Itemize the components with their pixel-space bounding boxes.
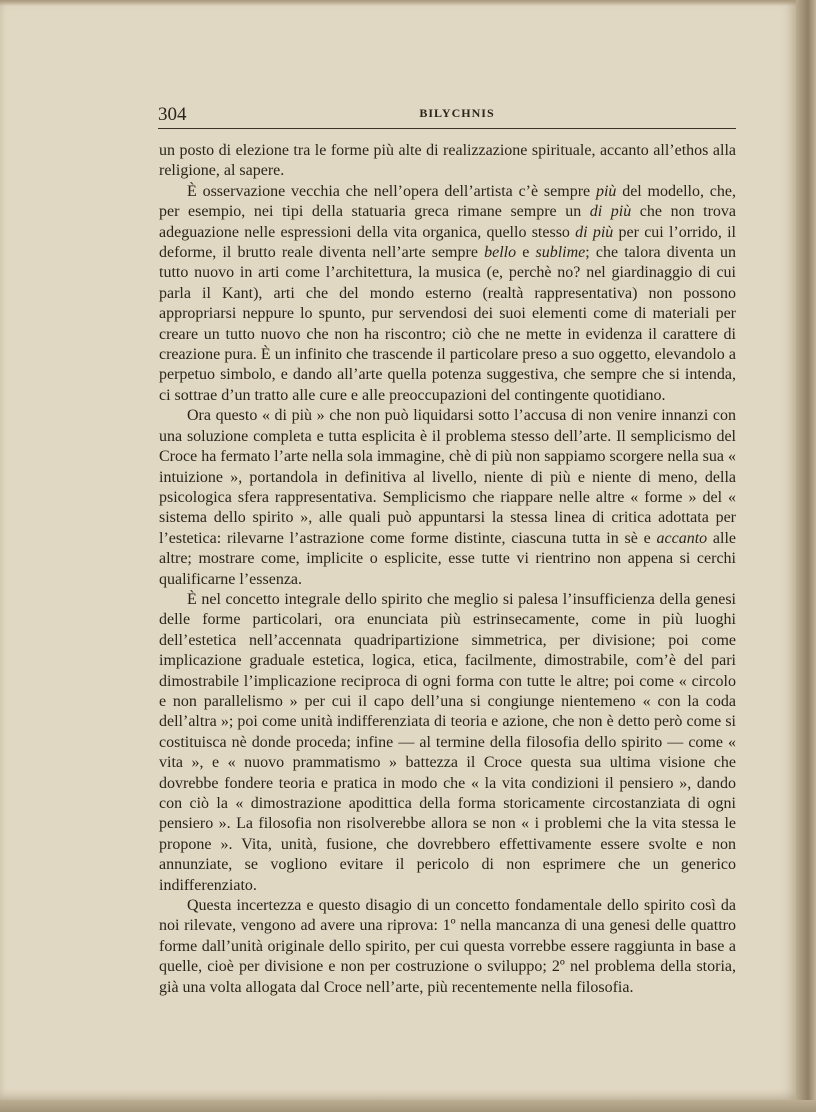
text-segment: Ora questo « di più » che non può liquidarsi sotto l’accusa di non venire innanzi con una soluzione completa e tutta esplicita è il problema stesso dell’arte. Il semplicismo del Croce ha fermato l’arte nella sola immagine, chè di più non sappiamo scorgere nella sua « intuizione », portandola in definitiva al livello, niente di più e niente di meno, della psicologica sfera rappresentativa. Semplicismo che riappare nelle altre « forme » del « sistema dello spirito », alle quali può appuntarsi la stessa linea di critica adottata per l’estetica: rilevarne l’astrazione come forme distinte, ciascuna tutta in sè e	[159, 407, 736, 547]
text-segment: alle altre; mostrare come, implicite o esplicite, esse tutte vi rientrino non appena si cerchi qualificarne l’essenza.	[159, 529, 737, 588]
page-bottom-edge	[0, 1100, 816, 1112]
book-spine-shadow	[796, 0, 816, 1112]
text-segment: un posto di elezione tra le forme più alte di realizzazione spirituale, accanto all’ethos alla religione, al sapere.	[159, 142, 736, 180]
italic-segment: di più	[575, 223, 614, 241]
paragraph-2	[159, 182, 736, 406]
italic-segment: di più	[589, 203, 632, 221]
text-segment: ; che talora diventa un tutto nuovo in arti come l’architettura, la musica (e, perchè no? nel giardinaggio di cui parla il Kant), arti che del mondo esterno (realtà rappresentativa) non possono appropriarsi neppure lo spunto, pur servendosi dei suoi elementi come di materiali per creare un tutto nuovo che non ha riscontro; ciò che ne mette in evidenza il carattere di creazione pura. È un infinito che trascende il particolare preso a suo oggetto, elevandolo a perpetuo simbolo, e dando all’arte quella potenza suggestiva, che sempre che si intenda, ci sottrae d’un tratto alle cure e alle preoccupazioni del contingente quotidiano.	[159, 244, 736, 404]
text-segment: per cui l’orrido, il deforme, il brutto reale diventa nell’arte sempre	[159, 223, 736, 262]
text-segment: È nel concetto integrale dello spirito che meglio si palesa l’insufficienza della genesi delle forme particolari, ora enunciata più estrinsecamente, come in più luoghi dell’estetica nell’accennata quadripartizione simmetrica, per divisione; poi come implicazione graduale estetica, logica, etica, facilmente, dimostrabile, com’è del pari dimostrabile l’implicazione reciproca di ogni forma con tutte le altre; poi come « circolo e non parallelismo » per cui il capo dell’una si congiunge nientemeno « con la coda dell’altra »; poi come unità indifferenziata di teoria e azione, che non è detto però come si costituisca nè donde proceda; infine — al termine della filosofia dello spirito — come « vita », e « nuovo prammatismo » battezza il Croce questa sua ultima visione che dovrebbe fondere teoria e pratica in modo che « la vita condizioni il pensiero », dando con ciò la « dimostrazione apodittica della forma storicamente circostanziata di ogni pensiero ». La filosofia non risolverebbe allora se non « i problemi che la vita stessa le propone ». Vita, unità, fusione, che dovrebbero effettivamente essere svolte e non annunziate, se vogliono evitare il pericolo di non esprimere che un generico indifferenziato.	[159, 590, 736, 894]
text-segment: del modello, che, per esempio, nei tipi della statuaria greca rimane sempre un	[159, 182, 737, 221]
text-segment: È osservazione vecchia che nell’opera dell’artista c’è sempre	[187, 182, 596, 200]
text-segment: che non trova adeguazione nelle espressioni della vita organica, quello stesso	[159, 203, 737, 241]
page-number: 304	[158, 104, 187, 125]
page-header	[158, 102, 736, 129]
paragraph-1	[159, 141, 736, 182]
paragraph-4	[159, 590, 736, 896]
page-top-edge	[0, 0, 796, 6]
italic-segment: sublime	[535, 244, 586, 262]
italic-segment: più	[595, 182, 617, 200]
text-segment: Questa incertezza e questo disagio di un concetto fondamentale dello spirito così da noi rilevate, vengono ad avere una riprova: 1º nella mancanza di una genesi delle quattro forme dall’unità originale dello spirito, per cui questa vorrebbe essere raggiunta in base a quelle, cioè per divisione e non per costruzione o sviluppo; 2º nel problema della storia, già una volta allogata dal Croce nell’arte, più recentemente nella filosofia.	[159, 897, 736, 996]
italic-segment: bello	[484, 244, 517, 262]
italic-segment: accanto	[656, 529, 708, 547]
text-segment: e	[516, 244, 536, 262]
paragraph-3	[159, 406, 736, 590]
running-head: BILYCHNIS	[419, 106, 495, 120]
body-text	[159, 141, 736, 998]
paragraph-5	[159, 896, 736, 998]
